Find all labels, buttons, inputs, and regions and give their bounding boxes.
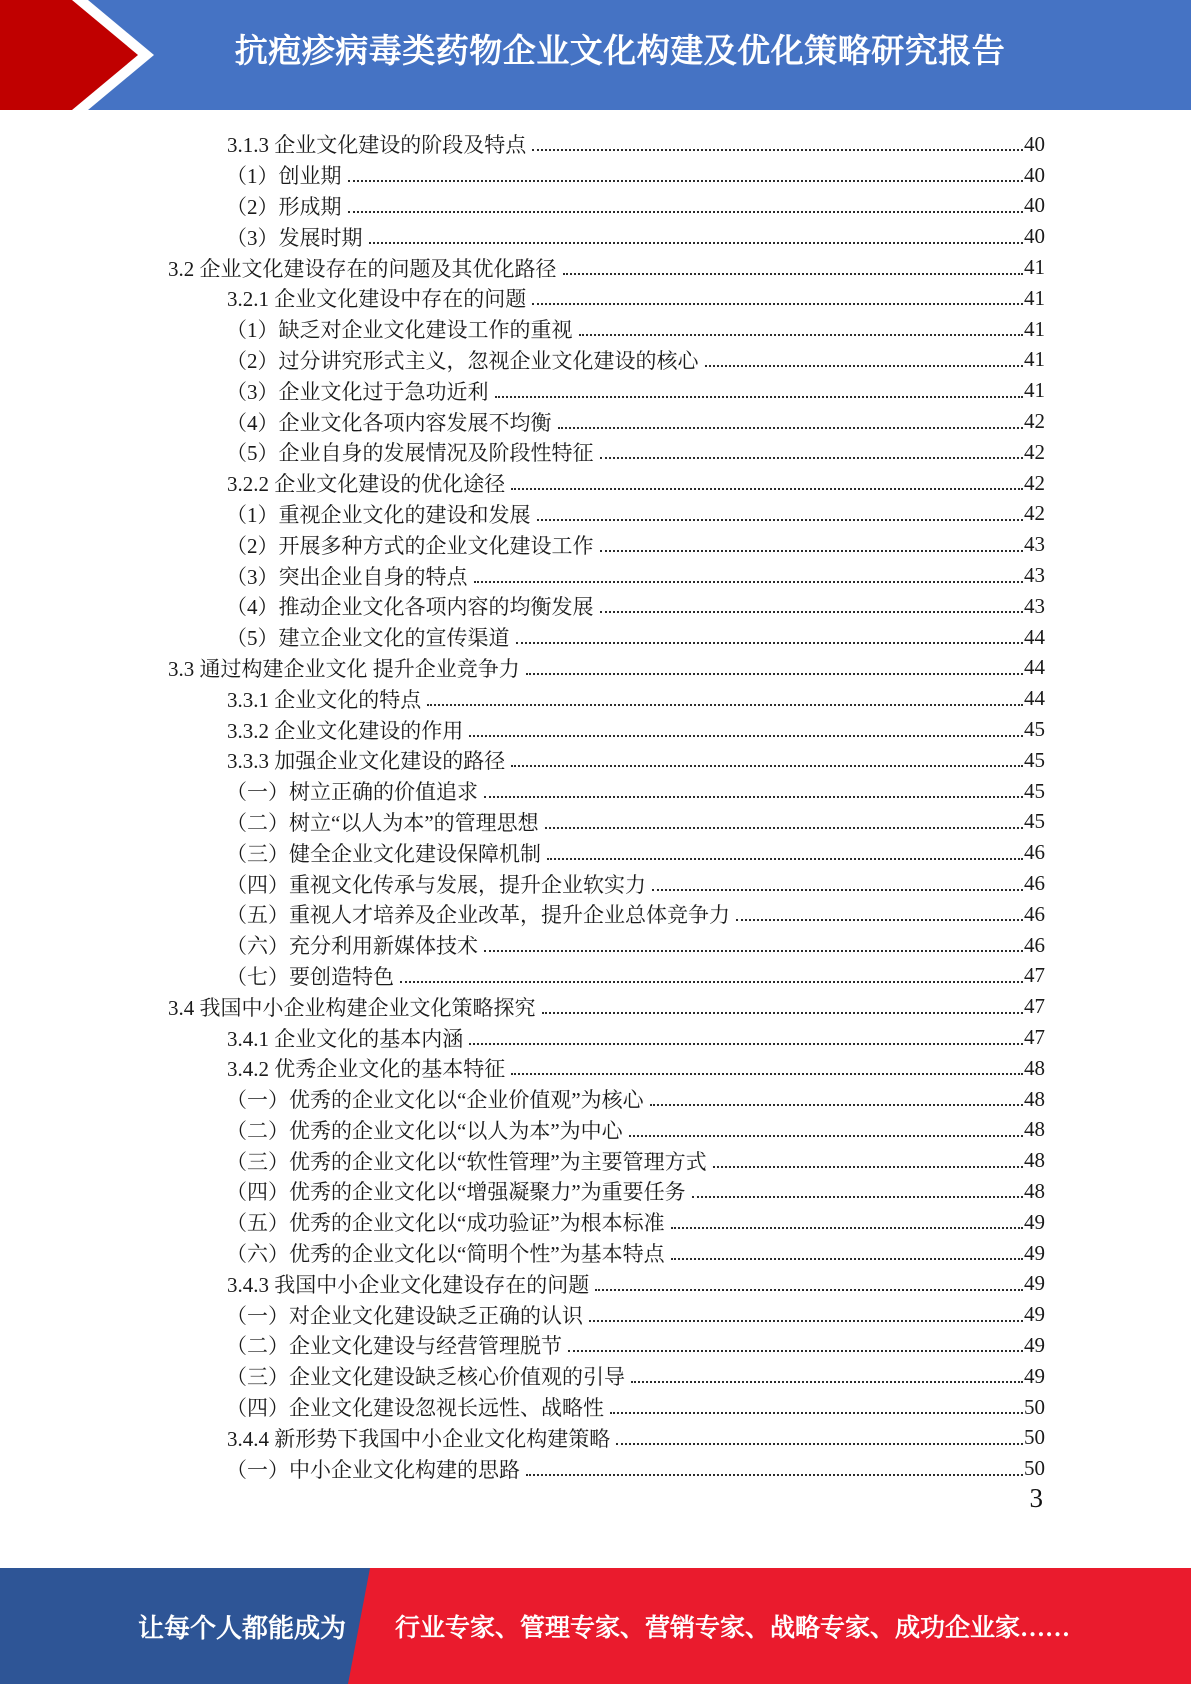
toc-entry-label: （2）形成期 (226, 194, 342, 219)
toc-entry-label: 3.4.1 企业文化的基本内涵 (227, 1026, 464, 1051)
toc-entry-label: （四）企业文化建设忽视长远性、战略性 (226, 1396, 604, 1421)
toc-entry-page-number: 41 (1024, 255, 1045, 280)
toc-leader-dots (631, 1381, 1023, 1383)
toc-entry-page-number: 47 (1024, 1025, 1045, 1049)
toc-entry-page-number: 49 (1024, 1302, 1045, 1327)
toc-entry-page-number: 48 (1024, 1178, 1045, 1203)
toc-entry-label: 3.2.2 企业文化建设的优化途径 (227, 472, 506, 497)
toc-entry-page-number: 48 (1024, 1117, 1045, 1142)
toc-entry[interactable] (0, 499, 1045, 530)
toc-entry[interactable] (0, 252, 1045, 283)
toc-entry-label: 3.4.4 新形势下我国中小企业文化构建策略 (227, 1426, 611, 1451)
toc-entry[interactable] (0, 314, 1045, 345)
toc-entry-label: 3.4 我国中小企业构建企业文化策略探究 (168, 995, 536, 1020)
toc-entry[interactable] (0, 714, 1045, 745)
toc-entry-label: 3.2.1 企业文化建设中存在的问题 (227, 287, 527, 312)
toc-entry-page-number: 49 (1024, 1271, 1045, 1296)
toc-leader-dots (650, 1104, 1023, 1106)
toc-leader-dots (427, 704, 1023, 706)
toc-entry-page-number: 40 (1024, 131, 1045, 156)
toc-entry-label: 3.2 企业文化建设存在的问题及其优化路径 (168, 256, 557, 281)
toc-entry-page-number: 42 (1024, 409, 1045, 434)
toc-entry[interactable] (0, 683, 1045, 714)
toc-entry-label: （2）过分讲究形式主义，忽视企业文化建设的核心 (226, 348, 699, 373)
toc-entry[interactable] (0, 345, 1045, 376)
toc-entry-label: （三）企业文化建设缺乏核心价值观的引导 (226, 1365, 625, 1390)
toc-entry-page-number: 45 (1024, 747, 1045, 772)
toc-entry[interactable] (0, 1330, 1045, 1361)
toc-entry-label: （1）创业期 (226, 164, 342, 189)
toc-entry-page-number: 41 (1024, 316, 1045, 341)
toc-leader-dots (736, 919, 1023, 921)
toc-entry-label: 3.1.3 企业文化建设的阶段及特点 (227, 133, 527, 158)
toc-list (0, 129, 1045, 1484)
report-title: 抗疱疹病毒类药物企业文化构建及优化策略研究报告 (234, 31, 1006, 69)
toc-leader-dots (547, 858, 1023, 860)
toc-leader-dots (511, 1073, 1023, 1075)
toc-leader-dots (579, 334, 1024, 336)
toc-leader-dots (537, 519, 1024, 521)
toc-entry-page-number: 44 (1024, 624, 1045, 649)
toc-leader-dots (348, 211, 1024, 213)
toc-leader-dots (469, 1043, 1023, 1045)
toc-entry-label: （4）企业文化各项内容发展不均衡 (226, 410, 552, 435)
toc-entry-page-number: 49 (1024, 1363, 1045, 1388)
toc-entry-page-number: 50 (1024, 1394, 1045, 1419)
toc-entry-page-number: 44 (1024, 655, 1045, 680)
toc-leader-dots (542, 1012, 1024, 1014)
toc-entry-page-number: 41 (1024, 285, 1045, 310)
toc-entry-label: （二）企业文化建设与经营管理脱节 (226, 1334, 562, 1359)
toc-entry-label: （一）中小企业文化构建的思路 (226, 1457, 520, 1482)
toc-entry[interactable] (0, 1422, 1045, 1453)
toc-leader-dots (629, 1135, 1023, 1137)
toc-entry-label: 3.3 通过构建企业文化 提升企业竞争力 (168, 656, 520, 681)
toc-entry[interactable] (0, 899, 1045, 930)
toc-entry[interactable] (0, 807, 1045, 838)
toc-entry-page-number: 48 (1024, 1055, 1045, 1080)
toc-entry[interactable] (0, 991, 1045, 1022)
toc-entry[interactable] (0, 1238, 1045, 1269)
toc-entry-page-number: 40 (1024, 162, 1045, 187)
toc-entry-page-number: 48 (1024, 1148, 1045, 1173)
toc-entry-label: （5）建立企业文化的宣传渠道 (226, 626, 510, 651)
toc-leader-dots (610, 1412, 1023, 1414)
toc-entry-page-number: 50 (1024, 1425, 1045, 1450)
footer-banner (0, 1568, 1191, 1684)
toc-entry-page-number: 44 (1024, 686, 1045, 711)
toc-entry[interactable] (0, 776, 1045, 807)
toc-entry-label: （五）优秀的企业文化以“成功验证”为根本标准 (226, 1211, 665, 1236)
toc-entry-page-number: 47 (1024, 963, 1045, 988)
toc-entry[interactable] (0, 930, 1045, 961)
toc-leader-dots (692, 1196, 1023, 1198)
header-banner (0, 0, 1191, 110)
toc-entry-page-number: 50 (1024, 1456, 1045, 1481)
toc-leader-dots (369, 242, 1024, 244)
toc-entry[interactable] (0, 961, 1045, 992)
toc-entry-label: （4）推动企业文化各项内容的均衡发展 (226, 595, 594, 620)
toc-entry[interactable] (0, 283, 1045, 314)
toc-leader-dots (469, 735, 1023, 737)
toc-entry-label: 3.3.3 加强企业文化建设的路径 (227, 749, 506, 774)
toc-entry[interactable] (0, 1145, 1045, 1176)
toc-entry[interactable] (0, 1176, 1045, 1207)
toc-leader-dots (595, 1289, 1023, 1291)
toc-entry[interactable] (0, 406, 1045, 437)
toc-leader-dots (532, 303, 1023, 305)
toc-entry-label: （1）缺乏对企业文化建设工作的重视 (226, 318, 573, 343)
toc-entry-label: （二）优秀的企业文化以“以人为本”为中心 (226, 1118, 623, 1143)
toc-leader-dots (526, 673, 1023, 675)
toc-entry-label: （三）优秀的企业文化以“软性管理”为主要管理方式 (226, 1149, 707, 1174)
toc-leader-dots (532, 149, 1023, 151)
toc-leader-dots (511, 765, 1023, 767)
toc-entry[interactable] (0, 375, 1045, 406)
toc-entry-label: 3.4.2 优秀企业文化的基本特征 (227, 1057, 506, 1082)
toc-entry[interactable] (0, 653, 1045, 684)
footer-slogan-right: 行业专家、管理专家、营销专家、战略专家、成功企业家…… (395, 1615, 1071, 1642)
toc-entry-label: （五）重视人才培养及企业改革，提升企业总体竞争力 (226, 903, 730, 928)
toc-entry-label: （1）重视企业文化的建设和发展 (226, 502, 531, 527)
toc-entry[interactable] (0, 468, 1045, 499)
toc-leader-dots (589, 1320, 1023, 1322)
toc-leader-dots (705, 365, 1024, 367)
toc-leader-dots (400, 981, 1023, 983)
toc-entry-page-number: 49 (1024, 1240, 1045, 1265)
toc-entry[interactable] (0, 160, 1045, 191)
toc-entry-label: （5）企业自身的发展情况及阶段性特征 (226, 441, 594, 466)
toc-entry[interactable] (0, 1392, 1045, 1423)
toc-entry-page-number: 42 (1024, 501, 1045, 526)
toc-entry[interactable] (0, 622, 1045, 653)
toc-entry-page-number: 41 (1024, 378, 1045, 403)
toc-entry-label: （六）优秀的企业文化以“简明个性”为基本特点 (226, 1242, 665, 1267)
toc-entry[interactable] (0, 745, 1045, 776)
toc-entry-label: 3.3.2 企业文化建设的作用 (227, 718, 464, 743)
toc-leader-dots (652, 889, 1023, 891)
toc-entry[interactable] (0, 529, 1045, 560)
toc-leader-dots (671, 1258, 1023, 1260)
toc-entry-page-number: 46 (1024, 871, 1045, 896)
toc-entry[interactable] (0, 1115, 1045, 1146)
toc-entry-page-number: 45 (1024, 778, 1045, 803)
toc-entry-label: （2）开展多种方式的企业文化建设工作 (226, 533, 594, 558)
toc-leader-dots (511, 488, 1023, 490)
toc-entry-label: （二）树立“以人为本”的管理思想 (226, 810, 539, 835)
toc-entry[interactable] (0, 1361, 1045, 1392)
toc-entry[interactable] (0, 837, 1045, 868)
toc-entry-label: （四）优秀的企业文化以“增强凝聚力”为重要任务 (226, 1180, 686, 1205)
toc-entry[interactable] (0, 1084, 1045, 1115)
toc-entry-page-number: 41 (1024, 347, 1045, 372)
page-number: 3 (1029, 1483, 1043, 1513)
toc-entry-label: （六）充分利用新媒体技术 (226, 934, 478, 959)
toc-entry[interactable] (0, 129, 1045, 160)
toc-entry-page-number: 48 (1024, 1086, 1045, 1111)
toc-entry[interactable] (0, 437, 1045, 468)
footer-slogan-left: 让每个人都能成为 (138, 1613, 347, 1643)
toc-leader-dots (484, 950, 1023, 952)
toc-entry-label: 3.3.1 企业文化的特点 (227, 687, 422, 712)
toc-entry-label: （一）对企业文化建设缺乏正确的认识 (226, 1303, 583, 1328)
toc-leader-dots (563, 273, 1024, 275)
toc-leader-dots (616, 1443, 1023, 1445)
toc-leader-dots (474, 581, 1024, 583)
toc-leader-dots (600, 550, 1024, 552)
toc-leader-dots (526, 1474, 1023, 1476)
toc-entry-page-number: 42 (1024, 470, 1045, 495)
toc-entry[interactable] (0, 868, 1045, 899)
toc-entry[interactable] (0, 1268, 1045, 1299)
toc-entry-page-number: 49 (1024, 1332, 1045, 1357)
toc-entry-label: （一）树立正确的价值追求 (226, 780, 478, 805)
toc-entry-label: （3）突出企业自身的特点 (226, 564, 468, 589)
toc-entry[interactable] (0, 560, 1045, 591)
toc-entry-page-number: 43 (1024, 593, 1045, 618)
toc-entry-page-number: 43 (1024, 563, 1045, 588)
toc-entry-label: （一）优秀的企业文化以“企业价值观”为核心 (226, 1088, 644, 1113)
toc-leader-dots (484, 796, 1023, 798)
toc-entry-label: （3）企业文化过于急功近利 (226, 379, 489, 404)
toc-entry-page-number: 40 (1024, 193, 1045, 218)
toc-entry[interactable] (0, 1299, 1045, 1330)
toc-entry-page-number: 46 (1024, 840, 1045, 865)
toc-entry-page-number: 45 (1024, 717, 1045, 742)
toc-entry-label: （3）发展时期 (226, 225, 363, 250)
toc-entry-page-number: 46 (1024, 901, 1045, 926)
toc-leader-dots (558, 427, 1024, 429)
toc-entry-page-number: 42 (1024, 439, 1045, 464)
toc-entry-label: （七）要创造特色 (226, 964, 394, 989)
toc-leader-dots (568, 1350, 1023, 1352)
toc-leader-dots (600, 457, 1024, 459)
toc-entry[interactable] (0, 1207, 1045, 1238)
toc-entry[interactable] (0, 1453, 1045, 1484)
toc-entry-page-number: 40 (1024, 224, 1045, 249)
toc-entry-label: 3.4.3 我国中小企业文化建设存在的问题 (227, 1272, 590, 1297)
toc-entry-label: （四）重视文化传承与发展，提升企业软实力 (226, 872, 646, 897)
toc-leader-dots (671, 1227, 1023, 1229)
toc-entry-page-number: 45 (1024, 809, 1045, 834)
toc-entry-page-number: 43 (1024, 532, 1045, 557)
toc-leader-dots (495, 396, 1024, 398)
toc-entry-page-number: 46 (1024, 932, 1045, 957)
toc-leader-dots (600, 611, 1024, 613)
toc-leader-dots (348, 180, 1024, 182)
toc-entry[interactable] (0, 191, 1045, 222)
toc-entry-page-number: 47 (1024, 994, 1045, 1019)
toc-leader-dots (713, 1166, 1023, 1168)
toc-entry-label: （三）健全企业文化建设保障机制 (226, 841, 541, 866)
toc-entry[interactable] (0, 1053, 1045, 1084)
toc-leader-dots (516, 642, 1024, 644)
toc-entry-page-number: 49 (1024, 1209, 1045, 1234)
toc-entry[interactable] (0, 591, 1045, 622)
toc-entry[interactable] (0, 1022, 1045, 1053)
toc-leader-dots (545, 827, 1023, 829)
toc-entry[interactable] (0, 221, 1045, 252)
